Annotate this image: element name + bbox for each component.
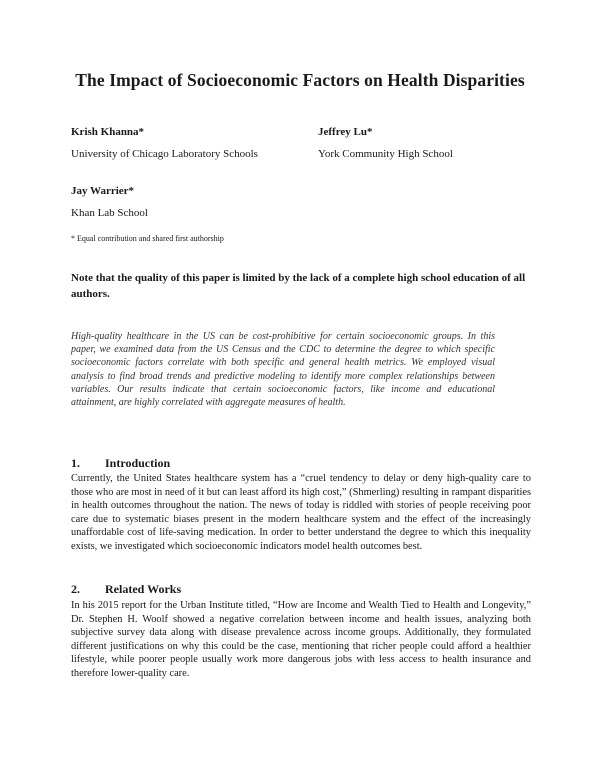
section-number: 2. — [71, 582, 80, 596]
author-name: Jeffrey Lu* — [318, 126, 373, 138]
section-heading-introduction — [71, 456, 170, 471]
author-affiliation: University of Chicago Laboratory Schools — [71, 148, 258, 160]
section-heading-related-works — [71, 582, 181, 597]
section-number: 1. — [71, 456, 80, 470]
paper-title: The Impact of Socioeconomic Factors on Health Disparities — [75, 70, 525, 90]
author-1 — [71, 126, 258, 160]
author-affiliation: York Community High School — [318, 148, 453, 160]
author-2 — [318, 126, 453, 160]
author-name: Jay Warrier* — [71, 185, 135, 197]
author-3 — [71, 185, 148, 219]
equal-contribution-footnote: * Equal contribution and shared first authorship — [71, 234, 224, 243]
section-title: Related Works — [105, 582, 182, 596]
quality-note: Note that the quality of this paper is limited by the lack of a complete high school education of all authors. — [71, 272, 526, 300]
section-title: Introduction — [105, 456, 171, 470]
section-body-related-works: In his 2015 report for the Urban Institute titled, “How are Income and Wealth Tied to Health and Longevity,” Dr. Stephen H. Woolf showed a negative correlation between income and health issues, analyzing both subjective survey data along with disease prevalence across income groups. Additionally, they formulated different justifications on why this could be the case, mentioning that richer people could afford a healthier lifestyle, while poorer people usually work more dangerous jobs with less access to health insurance and therefore lower-quality care. — [71, 600, 531, 679]
author-affiliation: Khan Lab School — [71, 207, 148, 219]
abstract: High-quality healthcare in the US can be cost-prohibitive for certain socioeconomic groups. In this paper, we examined data from the US Census and the CDC to determine the degree to which specific socioeconomic factors correlate with both specific and general health metrics. We employed visual analysis to find broad trends and predictive modeling to identify more complex relationships between variables. Our results indicate that certain socioeconomic factors, like income and educational attainment, are highly correlated with aggregate measures of health. — [71, 331, 495, 409]
author-name: Krish Khanna* — [71, 126, 145, 138]
section-body-introduction: Currently, the United States healthcare system has a “cruel tendency to delay or deny high-quality care to those who are most in need of it but can least afford its high cost,” (Shmerling) resulting in rampant disparities in health outcomes throughout the nation. The news of today is riddled with stories of people receiving poor care due to systematic biases present in the modern healthcare system and the effect of the increasingly unaffordable cost of life-saving medication. In order to better understand the degree to which this inequality exists, we investigated which socioeconomic indicators model health outcomes best. — [71, 473, 531, 552]
